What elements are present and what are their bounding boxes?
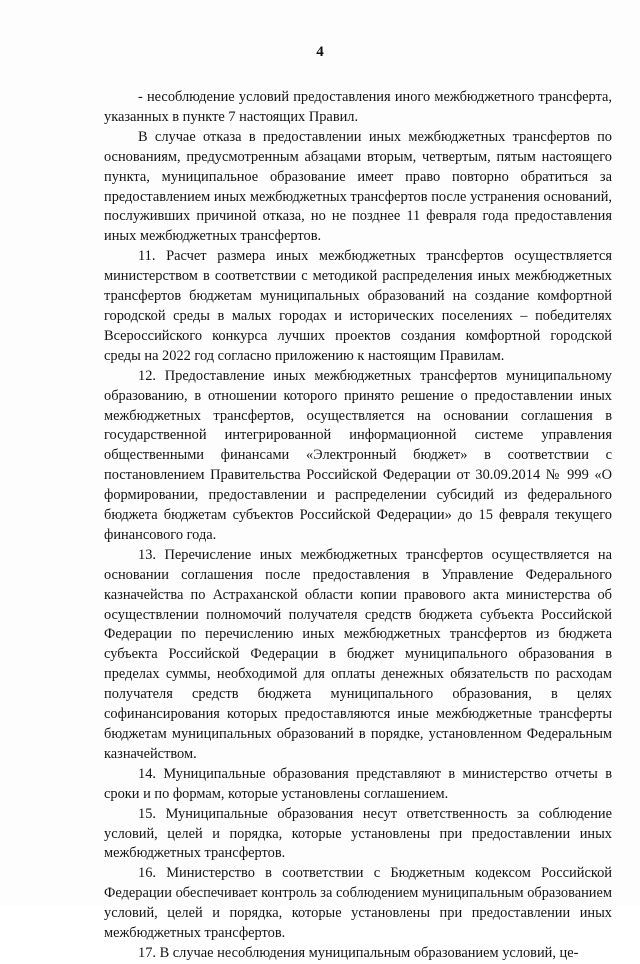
paragraph-15-responsibility: 15. Муниципальные образования несут ответственность за соблюдение условий, целей и порядка, которые установлены при предоставлении иных межбюджетных трансфертов.: [104, 805, 612, 862]
paragraph-17-violation: 17. В случае несоблюдения муниципальным образованием условий, це-: [138, 944, 579, 961]
paragraph-refusal-repeat-request: В случае отказа в предоставлении иных межбюджетных трансфертов по основаниям, предусмотренным абзацами вторым, четвертым, пятым настоящего пункта, муниципальное образование имеет право повторно обратиться за предоставлением иных межбюджетных трансфертов после устранения оснований, послуживших причиной отказа, но не позднее 11 февраля года предоставления иных межбюджетных трансфертов.: [104, 128, 612, 245]
paragraph-13-transfer: 13. Перечисление иных межбюджетных трансфертов осуществляется на основании соглашения после предоставления в Управление Федерального казначейства по Астраханской области копии правового акта министерства об осуществлении полномочий получателя средств бюджета субъекта Российской Федерации по перечислению иных межбюджетных трансфертов из бюджета субъекта Российской Федерации в бюджет муниципального образования в пределах суммы, необходимой для оплаты денежных обязательств по расходам получателя средств бюджета муниципального образования, в целях софинансирования которых предоставляются иные межбюджетные трансферты бюджетам муниципальных образований в порядке, установленном Федеральным казначейством.: [104, 546, 612, 762]
page-number: 4: [316, 44, 324, 60]
paragraph-12-provision: 12. Предоставление иных межбюджетных трансфертов муниципальному образованию, в отношении которого принято решение о предоставлении иных межбюджетных трансфертов, осуществляется на основании соглашения в государственной интегрированной информационной системе управления общественными финансами «Электронный бюджет» в соответствии с постановлением Правительства Российской Федерации от 30.09.2014 № 999 «О формировании, предоставлении и распределении субсидий из федерального бюджета бюджетам субъектов Российской Федерации» до 15 февраля текущего финансового года.: [104, 367, 612, 543]
document-body: [104, 88, 612, 964]
paragraph-missing-conditions: - несоблюдение условий предоставления иного межбюджетного трансферта, указанных в пункте 7 настоящих Правил.: [104, 89, 612, 125]
paragraph-11-calculation: 11. Расчет размера иных межбюджетных трансфертов осуществляется министерством в соответствии с методикой распределения иных межбюджетных трансфертов бюджетам муниципальных образований на создание комфортной городской среды в малых городах и исторических поселениях – победителях Всероссийского конкурса лучших проектов создания комфортной городской среды на 2022 год согласно приложению к настоящим Правилам.: [104, 248, 612, 364]
paragraph-16-control: 16. Министерство в соответствии с Бюджетным кодексом Российской Федерации обеспечивает контроль за соблюдением муниципальным образованием условий, целей и порядка, которые установлены при предоставлении иных межбюджетных трансфертов.: [104, 865, 612, 942]
paragraph-14-reports: 14. Муниципальные образования представляют в министерство отчеты в сроки и по формам, которые установлены соглашением.: [104, 765, 612, 802]
